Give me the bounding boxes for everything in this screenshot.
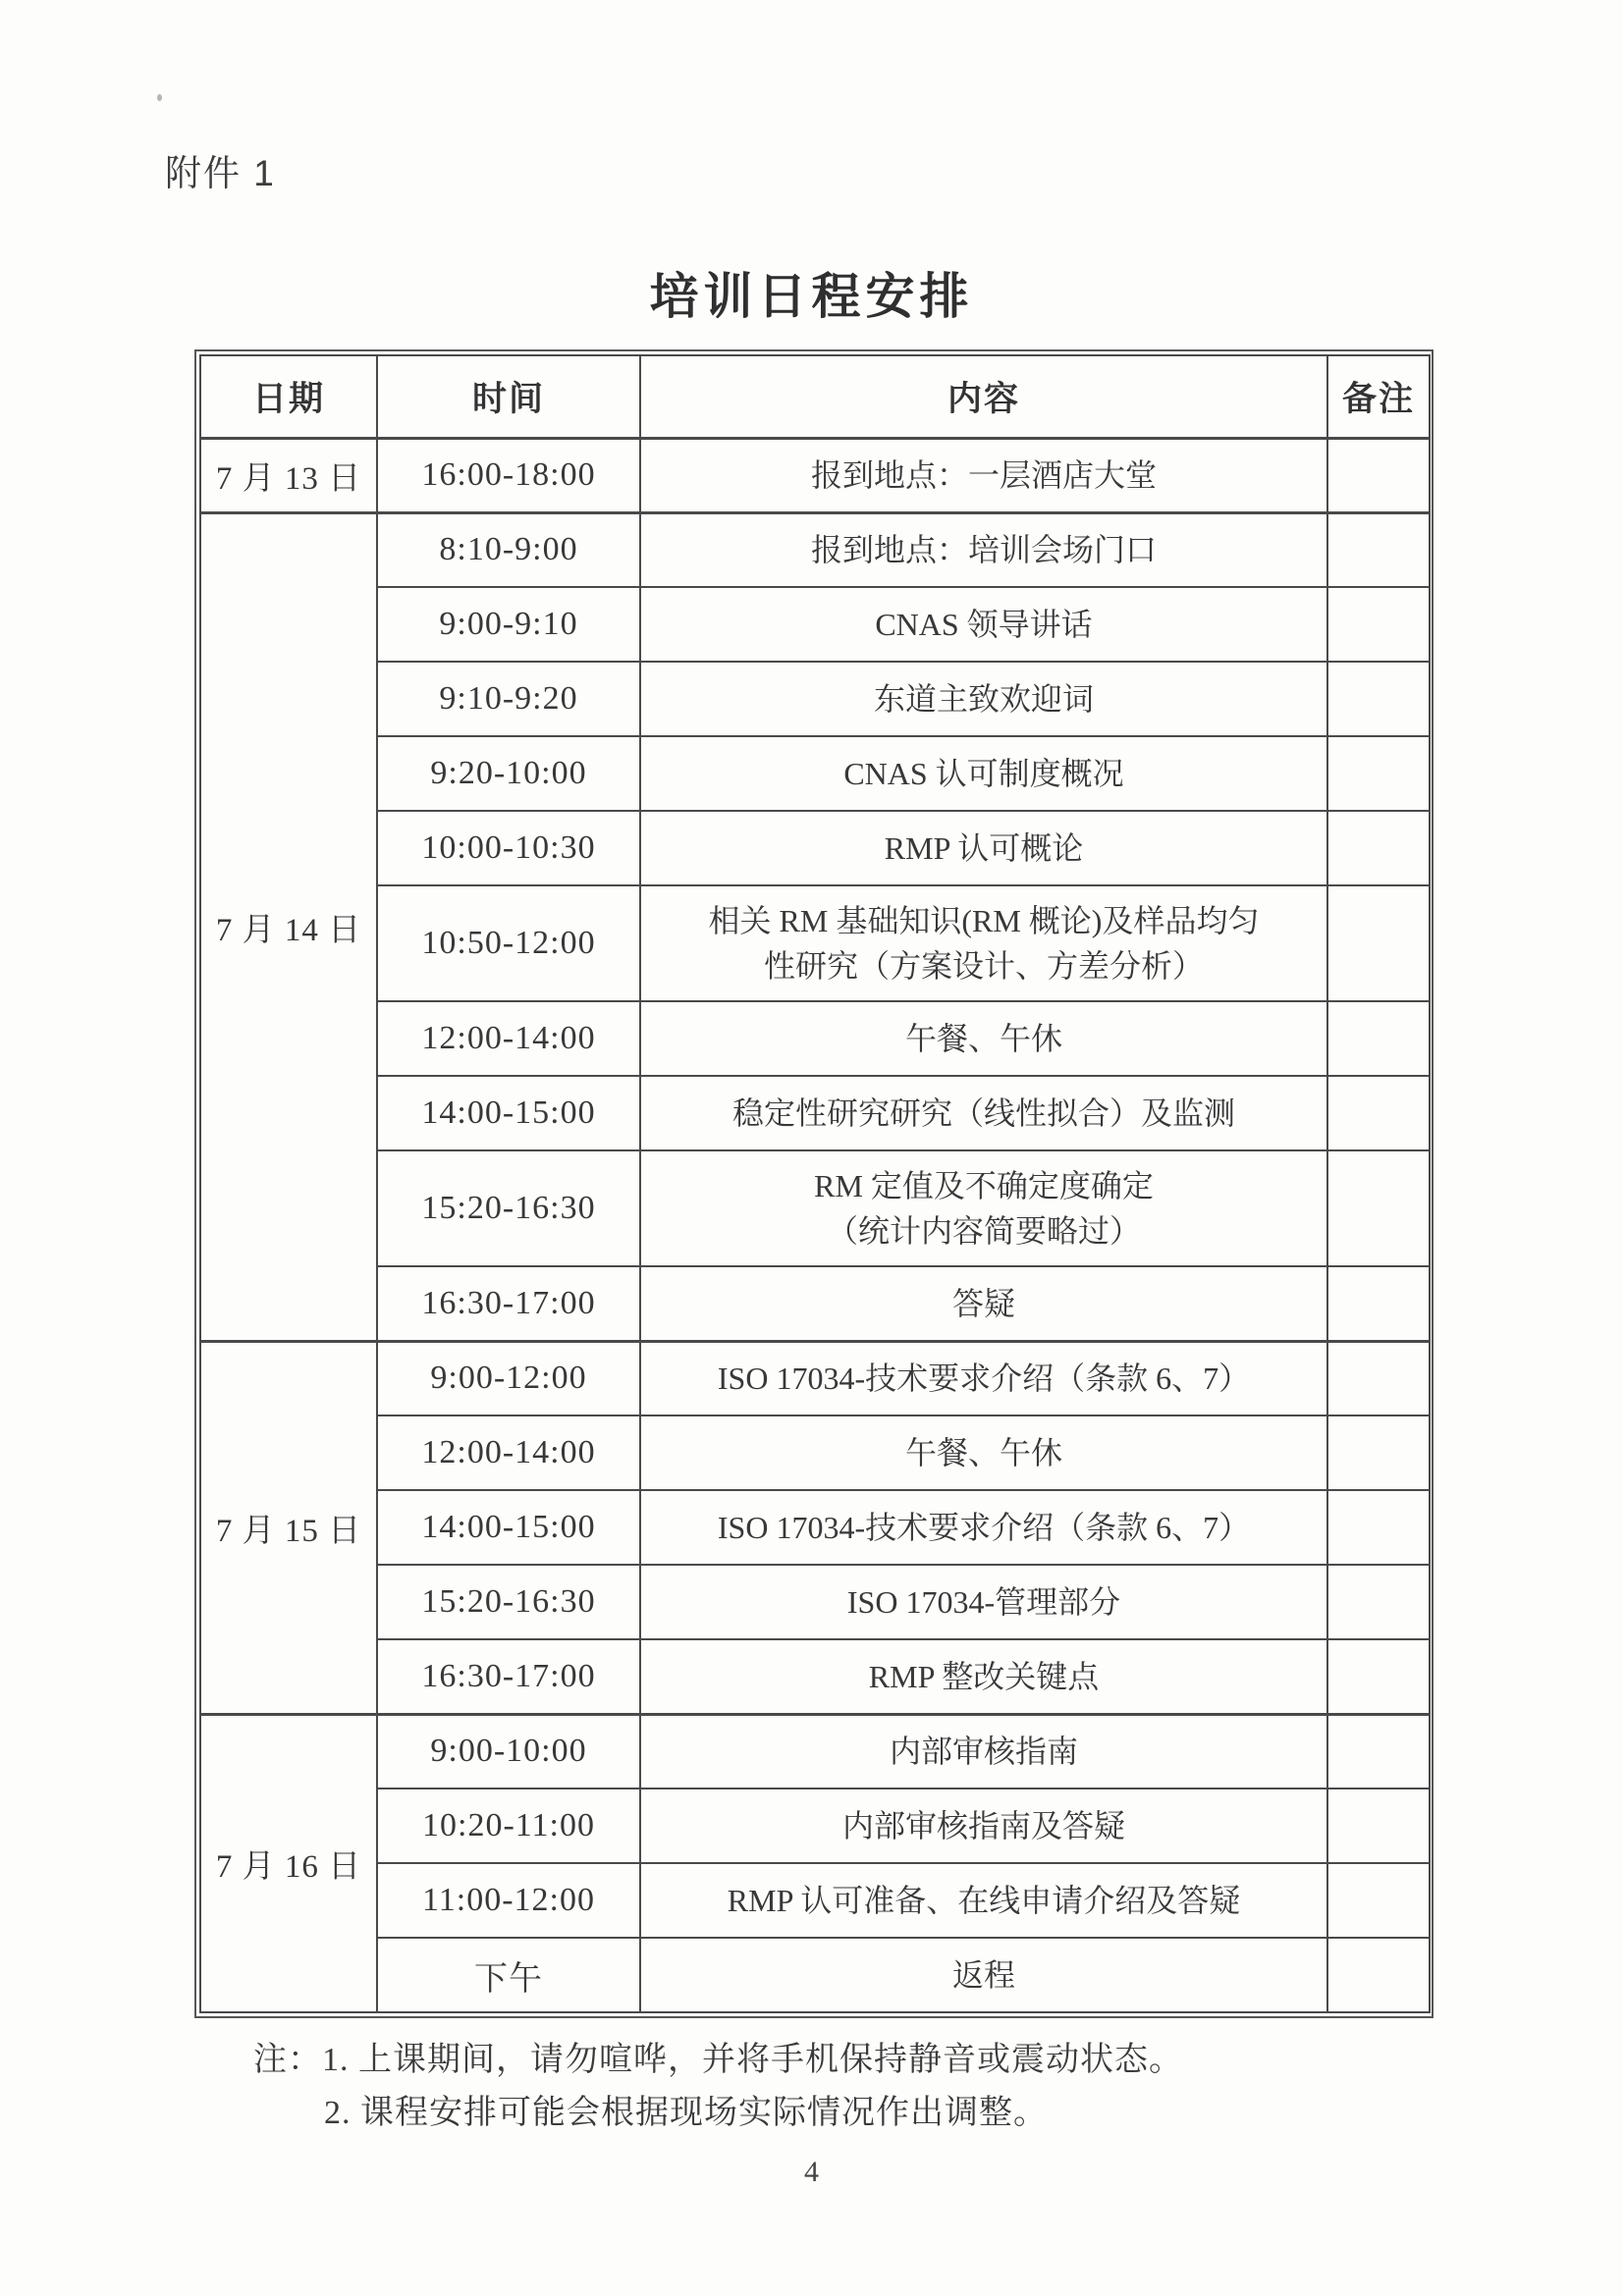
date-cell: 7 月 16 日	[200, 1714, 377, 2012]
time-cell: 下午	[377, 1938, 640, 2012]
time-cell: 14:00-15:00	[377, 1076, 640, 1150]
time-cell: 16:30-17:00	[377, 1639, 640, 1714]
table-row	[200, 1789, 1430, 1863]
table-row	[200, 1490, 1430, 1565]
schedule-table-frame	[194, 349, 1434, 2018]
remark-cell	[1327, 662, 1430, 736]
table-row	[200, 1076, 1430, 1150]
remark-cell	[1327, 1150, 1430, 1266]
remark-cell	[1327, 736, 1430, 811]
table-row	[200, 1341, 1430, 1415]
time-cell: 12:00-14:00	[377, 1415, 640, 1490]
content-cell: 返程	[640, 1938, 1327, 2012]
header-cell-remark: 备注	[1327, 355, 1430, 438]
table-row	[200, 885, 1430, 1001]
time-cell: 12:00-14:00	[377, 1001, 640, 1076]
remark-cell	[1327, 438, 1430, 512]
remark-cell	[1327, 1266, 1430, 1341]
content-cell: 内部审核指南及答疑	[640, 1789, 1327, 1863]
time-cell: 11:00-12:00	[377, 1863, 640, 1938]
table-row	[200, 1001, 1430, 1076]
table-row	[200, 1938, 1430, 2012]
remark-cell	[1327, 1076, 1430, 1150]
date-cell: 7 月 14 日	[200, 512, 377, 1341]
time-cell: 10:50-12:00	[377, 885, 640, 1001]
footnotes	[253, 2034, 1412, 2141]
table-row	[200, 662, 1430, 736]
remark-cell	[1327, 1490, 1430, 1565]
schedule-table	[199, 354, 1431, 2013]
remark-cell	[1327, 1341, 1430, 1415]
table-row	[200, 811, 1430, 885]
content-cell: CNAS 认可制度概况	[640, 736, 1327, 811]
content-cell: 报到地点：一层酒店大堂	[640, 438, 1327, 512]
date-cell: 7 月 13 日	[200, 438, 377, 512]
table-row	[200, 438, 1430, 512]
header-cell-content: 内容	[640, 355, 1327, 438]
page-number: 4	[804, 2156, 819, 2188]
header-cell-time: 时间	[377, 355, 640, 438]
content-cell: 午餐、午休	[640, 1415, 1327, 1490]
content-cell: RM 定值及不确定度确定 （统计内容简要略过）	[640, 1150, 1327, 1266]
table-row	[200, 1863, 1430, 1938]
attachment-label: 附件 1	[165, 153, 276, 193]
content-cell: 东道主致欢迎词	[640, 662, 1327, 736]
table-row	[200, 1639, 1430, 1714]
table-row	[200, 1565, 1430, 1639]
remark-cell	[1327, 1001, 1430, 1076]
table-row	[200, 1415, 1430, 1490]
time-cell: 9:10-9:20	[377, 662, 640, 736]
content-cell: CNAS 领导讲话	[640, 587, 1327, 662]
time-cell: 9:00-9:10	[377, 587, 640, 662]
table-row	[200, 1150, 1430, 1266]
header-cell-date: 日期	[200, 355, 377, 438]
remark-cell	[1327, 1714, 1430, 1789]
content-cell: 稳定性研究研究（线性拟合）及监测	[640, 1076, 1327, 1150]
content-cell: ISO 17034-技术要求介绍（条款 6、7）	[640, 1490, 1327, 1565]
date-cell: 7 月 15 日	[200, 1341, 377, 1714]
time-cell: 16:30-17:00	[377, 1266, 640, 1341]
remark-cell	[1327, 1639, 1430, 1714]
remark-cell	[1327, 1415, 1430, 1490]
remark-cell	[1327, 512, 1430, 587]
content-cell: ISO 17034-管理部分	[640, 1565, 1327, 1639]
remark-cell	[1327, 1863, 1430, 1938]
table-row	[200, 512, 1430, 587]
time-cell: 9:20-10:00	[377, 736, 640, 811]
table-row	[200, 587, 1430, 662]
page-title: 培训日程安排	[649, 269, 974, 324]
content-cell: ISO 17034-技术要求介绍（条款 6、7）	[640, 1341, 1327, 1415]
table-header-row	[200, 355, 1430, 438]
content-cell: 内部审核指南	[640, 1714, 1327, 1789]
table-row	[200, 1714, 1430, 1789]
time-cell: 9:00-10:00	[377, 1714, 640, 1789]
time-cell: 10:20-11:00	[377, 1789, 640, 1863]
content-cell: 答疑	[640, 1266, 1327, 1341]
content-cell: RMP 整改关键点	[640, 1639, 1327, 1714]
remark-cell	[1327, 885, 1430, 1001]
table-row	[200, 736, 1430, 811]
time-cell: 9:00-12:00	[377, 1341, 640, 1415]
footnote-2: 2. 课程安排可能会根据现场实际情况作出调整。	[324, 2095, 1048, 2132]
scan-artifact-dot	[157, 94, 162, 101]
remark-cell	[1327, 1789, 1430, 1863]
content-cell: 午餐、午休	[640, 1001, 1327, 1076]
time-cell: 8:10-9:00	[377, 512, 640, 587]
time-cell: 10:00-10:30	[377, 811, 640, 885]
content-cell: 报到地点：培训会场门口	[640, 512, 1327, 587]
content-cell: RMP 认可概论	[640, 811, 1327, 885]
time-cell: 15:20-16:30	[377, 1150, 640, 1266]
content-cell: RMP 认可准备、在线申请介绍及答疑	[640, 1863, 1327, 1938]
time-cell: 15:20-16:30	[377, 1565, 640, 1639]
footnote-1: 注：1. 上课期间，请勿喧哗，并将手机保持静音或震动状态。	[253, 2042, 1183, 2078]
remark-cell	[1327, 811, 1430, 885]
table-row	[200, 1266, 1430, 1341]
time-cell: 16:00-18:00	[377, 438, 640, 512]
remark-cell	[1327, 587, 1430, 662]
remark-cell	[1327, 1938, 1430, 2012]
time-cell: 14:00-15:00	[377, 1490, 640, 1565]
content-cell: 相关 RM 基础知识(RM 概论)及样品均匀 性研究（方案设计、方差分析）	[640, 885, 1327, 1001]
remark-cell	[1327, 1565, 1430, 1639]
